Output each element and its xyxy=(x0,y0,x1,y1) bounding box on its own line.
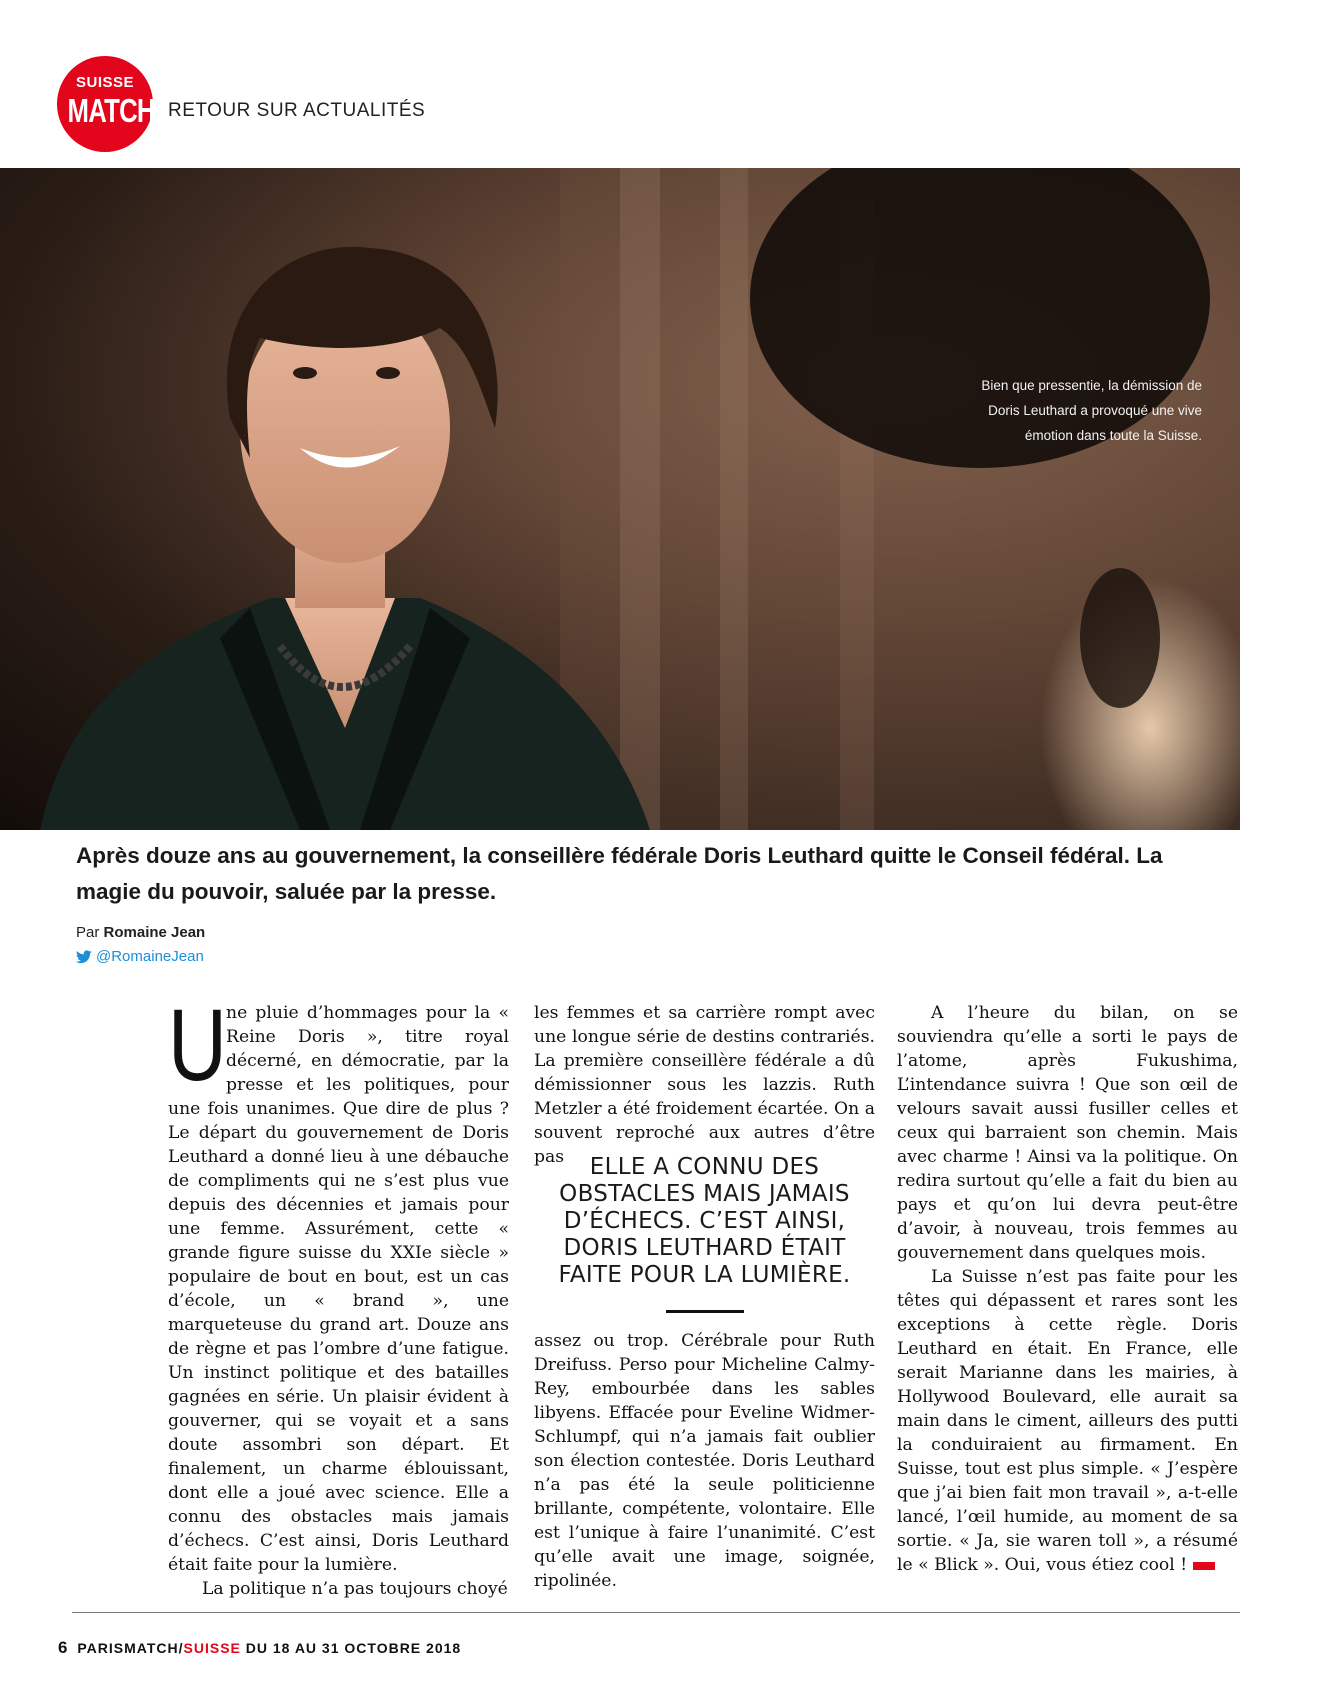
twitter-handle: @RomaineJean xyxy=(96,948,204,965)
article-standfirst: Après douze ans au gouvernement, la conseillère fédérale Doris Leuthard quitte le Conseil fédéral. La magie du pouvoir, saluée par la presse. xyxy=(76,843,1163,904)
portrait-illustration xyxy=(0,168,1240,830)
article-column-2-top xyxy=(534,1001,875,1169)
logo-bottom-text: MATCH xyxy=(67,92,155,129)
suisse-match-logo[interactable] xyxy=(57,56,153,152)
article-column-1 xyxy=(168,988,509,1601)
byline-prefix: Par xyxy=(76,924,100,941)
issue-date: DU 18 AU 31 OCTOBRE 2018 xyxy=(245,1640,462,1656)
edition-name: SUISSE xyxy=(183,1640,241,1656)
paragraph xyxy=(168,988,509,1577)
paragraph: A l’heure du bilan, on se souviendra qu’elle a sorti le pays de l’atome, après Fukushima, L’intendance suivra ! Que son œil de velours savait aussi fusiller celles et ceux qui barraient son chemin. Mais avec charme ! Ainsi va la politique. On redira surtout qu’elle a fait du bien au pays et qu’on lui devra peut-être d’avoir, à nouveau, trois femmes au gouvernement dans quelques mois. xyxy=(897,1003,1238,1263)
twitter-bird-icon xyxy=(76,950,92,964)
paragraph: assez ou trop. Cérébrale pour Ruth Dreifuss. Perso pour Micheline Calmy-Rey, embourbée dans les sables libyens. Effacée pour Eveline Widmer-Schlumpf, qui n’a jamais fait oublier son élection contestée. Doris Leuthard n’a pas été la seule politicienne brillante, compétente, volontaire. Elle est l’unique à faire l’unanimité. C’est qu’elle avait une image, soignée, ripolinée. xyxy=(534,1331,875,1591)
dropcap: U xyxy=(168,988,225,1102)
pull-quote: ELLE A CONNU DES OBSTACLES MAIS JAMAIS D’ÉCHECS. C’EST AINSI, DORIS LEUTHARD ÉTAIT FAITE POUR LA LUMIÈRE. xyxy=(558,1154,851,1288)
paragraph: La politique n’a pas toujours choyé xyxy=(202,1579,508,1599)
byline xyxy=(76,924,205,941)
paragraph xyxy=(897,1265,1238,1577)
footer-divider xyxy=(72,1612,1240,1613)
paragraph: les femmes et sa carrière rompt avec une longue série de destins contrariés. La première conseillère fédérale a dû démissionner sous les lazzis. Ruth Metzler a été froidement écartée. On a souvent reproché aux autres d’être pas xyxy=(534,1003,875,1167)
paragraph-text: ne pluie d’hommages pour la « Reine Doris », titre royal décerné, en démocratie, par la presse et les politiques, pour une fois unanimes. Que dire de plus ? Le départ du gouvernement de Doris Leuthard a donné lieu à une débauche de compliments qui ne s’est plus vue depuis des décennies et jamais pour une femme. Assurément, cette « grande figure suisse du XXIe siècle » populaire de bout en bout, est un cas d’école, un « brand », une marqueteuse du grand art. Douze ans de règne et pas l’ombre d’une fatigue. Un instinct politique et des batailles gagnées en série. Un plaisir évident à gouverner, qui se voyait et a sans doute assombri son départ. Et finalement, un charme éblouissant, dont elle a joué avec science. Elle a connu des obstacles mais jamais d’échecs. C’est ainsi, Doris Leuthard était faite pour la lumière. xyxy=(168,1003,509,1575)
photo-caption: Bien que pressentie, la démission de Doris Leuthard a provoqué une vive émotion dans toute la Suisse. xyxy=(981,378,1202,443)
article-column-3 xyxy=(897,1001,1238,1577)
end-of-article-mark xyxy=(1193,1562,1215,1570)
page-number: 6 xyxy=(58,1638,69,1657)
author-name[interactable]: Romaine Jean xyxy=(103,924,206,941)
paragraph-text: La Suisse n’est pas faite pour les têtes qui dépassent et rares sont les exceptions à cette règle. Doris Leuthard en était. En France, elle serait Marianne dans les mairies, à Hollywood Boulevard, elle aurait sa main dans le ciment, ailleurs des putti la conduiraient au firmament. En Suisse, tout est plus simple. « J’espère que j’ai bien fait mon travail », a-t-elle lancé, l’œil humide, au moment de sa sortie. « Ja, sie waren toll », a résumé le « Blick ». Oui, vous étiez cool ! xyxy=(897,1267,1238,1575)
section-label: RETOUR SUR ACTUALITÉS xyxy=(168,100,426,121)
twitter-link[interactable] xyxy=(76,948,204,965)
pull-quote-rule xyxy=(666,1310,744,1313)
hero-photo xyxy=(0,168,1240,830)
article-column-2-bottom xyxy=(534,1329,875,1593)
page-footer xyxy=(58,1638,461,1658)
footer-separator: / xyxy=(178,1640,184,1656)
magazine-name: PARISMATCH xyxy=(77,1640,179,1656)
logo-top-text: SUISSE xyxy=(75,74,135,91)
